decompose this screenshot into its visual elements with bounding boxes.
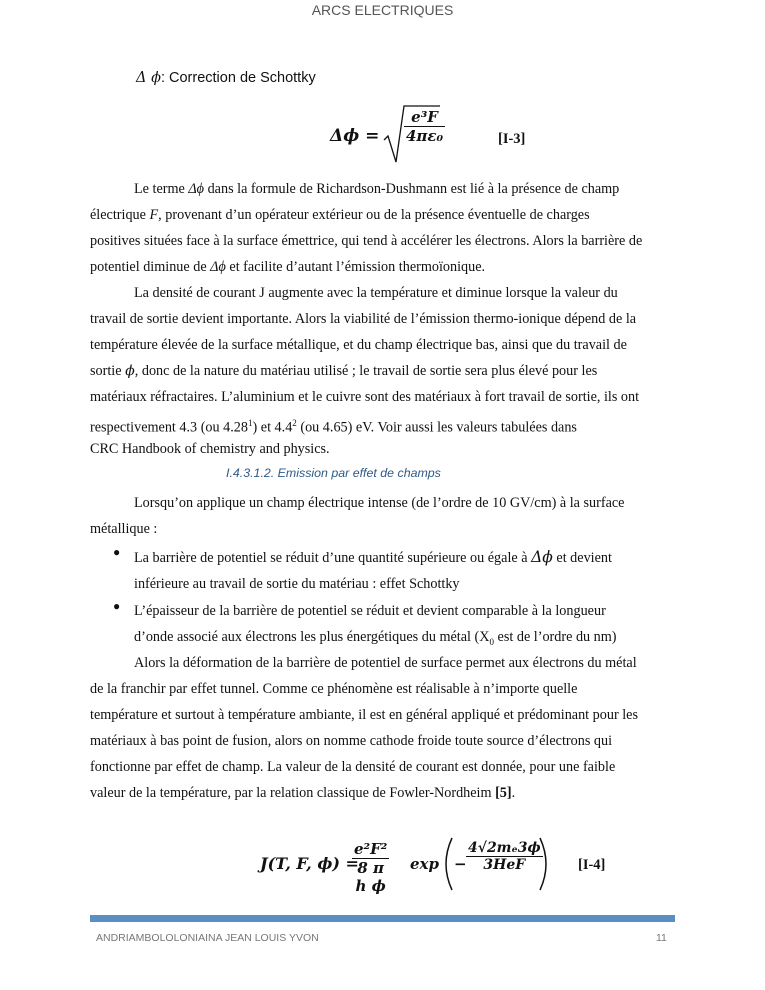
text-line: fonctionne par effet de champ. La valeur de la densité de courant est donnée, pour une faible (90, 759, 616, 775)
text-line: sortie 𝜙, donc de la nature du matériau utilisé ; le travail de sortie sera plus élevé pour les (90, 363, 598, 379)
text-line: matériaux à bas point de fusion, alors on nomme cathode froide toute source d’électrons qui (90, 733, 613, 749)
page-number: 11 (656, 932, 667, 944)
bullet-icon: ● (113, 599, 121, 613)
text-line: de la franchir par effet tunnel. Comme ce phénomène est réalisable à n’importe quelle (90, 681, 578, 697)
fraction-numerator: e²F² (354, 840, 388, 858)
bullet-line: La barrière de potentiel se réduit d’une quantité supérieure ou égale à Δ𝜙 et devient (134, 548, 612, 566)
text-line: Alors la déformation de la barrière de potentiel de surface permet aux électrons du métal (134, 655, 637, 671)
schottky-text: : Correction de Schottky (160, 70, 316, 86)
text-line: positives situées face à la surface émettrice, qui tend à accélérer les électrons. Alors la barrière de (90, 233, 643, 249)
bullet-line: d’onde associé aux électrons les plus énergétiques du métal ($X_0$ est de l’ordre du nm) (134, 629, 617, 647)
inner-numerator: 4√2mₑ3ϕ (468, 840, 541, 856)
text-line: Lorsqu’on applique un champ électrique intense (de l’ordre de 10 GV/cm) à la surface (134, 495, 625, 511)
schottky-definition (136, 70, 316, 87)
text-line: Le terme Δϕ dans la formule de Richardson-Dushmann est lié à la présence de champ (134, 181, 620, 197)
exp-function: exp (410, 855, 439, 873)
right-paren-icon (538, 836, 552, 892)
inner-denominator: 3HeF (483, 857, 526, 873)
fraction-denominator: 8 π h ϕ (355, 859, 386, 895)
text-line: valeur de la température, par la relation classique de Fowler-Nordheim [5]. (90, 785, 516, 801)
text-line: travail de sortie devient importante. Alors la viabilité de l’émission thermo-ionique dépend de la (90, 311, 637, 327)
text-line: électrique F, provenant d’un opérateur extérieur ou de la présence éventuelle de charges (90, 207, 590, 223)
text-line: respectivement 4.3 (ou 4.28$^1$) et $4.4^2$ (ou 4.65) eV. Voir aussi les valeurs tabulées dans (90, 418, 577, 436)
equation-lhs: Δϕ = (330, 126, 380, 146)
bullet-line: inférieure au travail de sortie du matériau : effet Schottky (134, 576, 460, 592)
equation-lhs: J(T, F, ϕ) = (260, 854, 359, 873)
text-line: La densité de courant J augmente avec la température et diminue lorsque la valeur du (134, 285, 618, 301)
inner-fraction (466, 840, 543, 873)
text-line: température et surtout à température ambiante, il est en général appliqué et prédominant pour les (90, 707, 638, 723)
delta-phi-symbol: Δ 𝜙 (136, 70, 161, 86)
fraction-denominator: 4πε₀ (406, 127, 444, 145)
text-line: matériaux réfractaires. L’aluminium et le cuivre sont des matériaux à fort travail de sortie, ils ont (90, 389, 640, 405)
footer-author: ANDRIAMBOLOLONIAINA JEAN LOUIS YVON (96, 932, 319, 944)
text-line: métallique : (90, 521, 158, 537)
bullet-line: L’épaisseur de la barrière de potentiel se réduit et devient comparable à la longueur (134, 603, 606, 619)
fraction-numerator: e³F (404, 108, 445, 127)
equation-label-i4: [I-4] (578, 857, 606, 873)
page-header: ARCS ELECTRIQUES (311, 2, 454, 18)
left-paren-icon (440, 836, 454, 892)
text-line: potentiel diminue de Δϕ et facilite d’autant l’émission thermoïonique. (90, 259, 486, 275)
equation-fraction (404, 108, 442, 145)
bullet-icon: ● (113, 545, 121, 559)
footer-divider (90, 915, 675, 922)
text-line: CRC Handbook of chemistry and physics. (90, 441, 330, 457)
equation-label-i3: [I-3] (498, 131, 526, 147)
text-line: température élevée de la surface métallique, et du champ électrique bas, ainsi que du travail de (90, 337, 627, 353)
equation-fraction (352, 840, 389, 895)
section-subheading: I.4.3.1.2. Emission par effet de champs (226, 466, 441, 480)
minus-sign: − (454, 855, 467, 873)
